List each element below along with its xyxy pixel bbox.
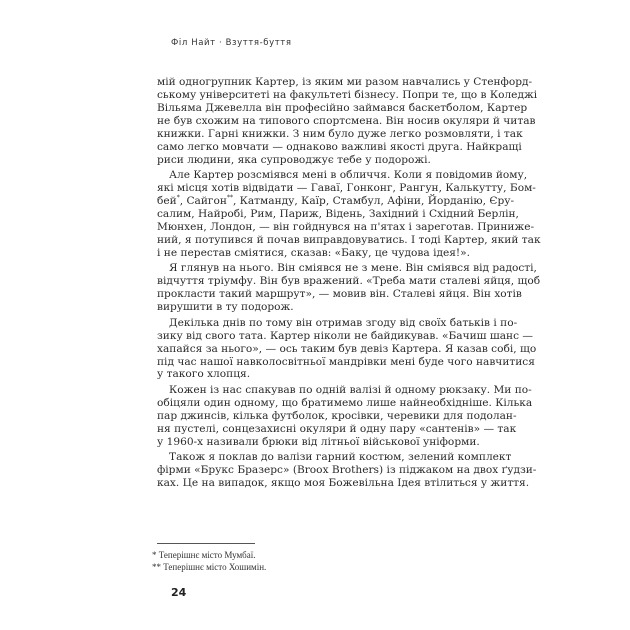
paragraph <box>157 316 537 382</box>
text-line: пар джинсів, кілька футболок, кросівки, черевики для подолан- <box>157 409 517 422</box>
paragraph <box>157 76 538 167</box>
running-header: Філ Найт · Взуття-буття <box>171 38 292 48</box>
text-line: під час нашої навколосвітньої мандрівки мені буде чого навчитися <box>157 355 535 368</box>
text-line: відчуття тріумфу. Він був вражений. «Треба мати сталеві яйця, щоб <box>157 275 541 288</box>
paragraph <box>157 383 533 449</box>
text-line: фірми «Брукс Бразерс» (Broox Brothers) із піджаком на двох ґудзи- <box>157 464 537 477</box>
footnote-marker: * <box>176 194 180 202</box>
paragraph <box>157 262 541 314</box>
paragraph <box>157 451 537 490</box>
text-line: салим, Найробі, Рим, Париж, Відень, Західний і Східний Берлін, <box>157 208 519 221</box>
text-line: Вільяма Джевелла він професійно займався баскетболом, Картер <box>157 101 528 114</box>
text-line: риси людини, яка супроводжує тебе у подорожі. <box>157 153 431 166</box>
text-line: мій одногрупник Картер, із яким ми разом навчались у Стенфорд- <box>157 76 533 88</box>
footnote-2: ** Теперішнє місто Хошимін. <box>152 562 267 572</box>
text-line: ському університеті на факультеті бізнесу. Попри те, що в Коледжі <box>157 88 538 101</box>
text-line: які місця хотів відвідати — Гаваї, Гонконг, Рангун, Калькутту, Бом- <box>157 182 536 195</box>
text-line: Кожен із нас спакував по одній валізі й одному рюкзаку. Ми по- <box>169 383 532 396</box>
text-line: ках. Це на випадок, якщо моя Божевільна Ідея втілиться у життя. <box>157 477 530 490</box>
page-number: 24 <box>171 586 187 599</box>
text-line: бей*, Сайгон**, Катманду, Каїр, Стамбул, Афіни, Йорданію, Єру- <box>157 194 515 208</box>
text-line: Декілька днів по тому він отримав згоду від своїх батьків і по- <box>169 316 518 329</box>
text-line: у такого хлопця. <box>157 368 251 381</box>
text-line: ний, я потупився й почав виправдовуватись. І тоді Картер, який так <box>157 233 541 246</box>
footnote-marker: ** <box>226 194 233 202</box>
text-line: Мюнхен, Лондон, — він гойднувся на п'ятах і зареготав. Принижe- <box>157 220 535 233</box>
text-line: Я глянув на нього. Він сміявся не з мене. Він сміявся від радості, <box>169 262 537 275</box>
text-line: Але Картер розсміявся мені в обличчя. Коли я повідомив йому, <box>169 169 528 182</box>
text-line: ня пустелі, сонцезахисні окуляри й одну пару «сантенів» — так <box>157 422 517 435</box>
text-line: прокласти такий маршрут», — мовив він. Сталеві яйця. Він хотів <box>157 288 522 301</box>
text-line: і не перестав сміятися, сказав: «Баку, це чудова ідея!». <box>157 246 471 259</box>
footnote-divider <box>157 543 255 544</box>
text-line: книжки. Гарні книжки. З ним було дуже легко розмовляти, і так <box>157 127 523 140</box>
text-line: само легко мовчати — однаково важливі якості друга. Найкращі <box>157 140 522 153</box>
text-line: Також я поклав до валізи гарний костюм, зелений комплект <box>169 451 512 464</box>
text-line: у 1960-х називали брюки від літньої військової уніформи. <box>157 435 480 448</box>
text-line: зику від свого тата. Картер ніколи не байдикував. «Бачиш шанс — <box>157 329 533 342</box>
text-line: обіцяли один одному, що братимемо лише найнеобхідніше. Кілька <box>157 396 533 409</box>
paragraph <box>157 169 541 260</box>
body-text <box>157 76 541 493</box>
text-line: не був схожим на типового спортсмена. Він носив окуляри й читав <box>157 114 536 127</box>
footnote-1: * Теперішнє місто Мумбаї. <box>152 550 256 560</box>
text-line: хапайся за нього», — ось таким був девіз Картера. Я казав собі, що <box>157 342 537 355</box>
text-line: вирушити в ту подорож. <box>157 301 294 314</box>
